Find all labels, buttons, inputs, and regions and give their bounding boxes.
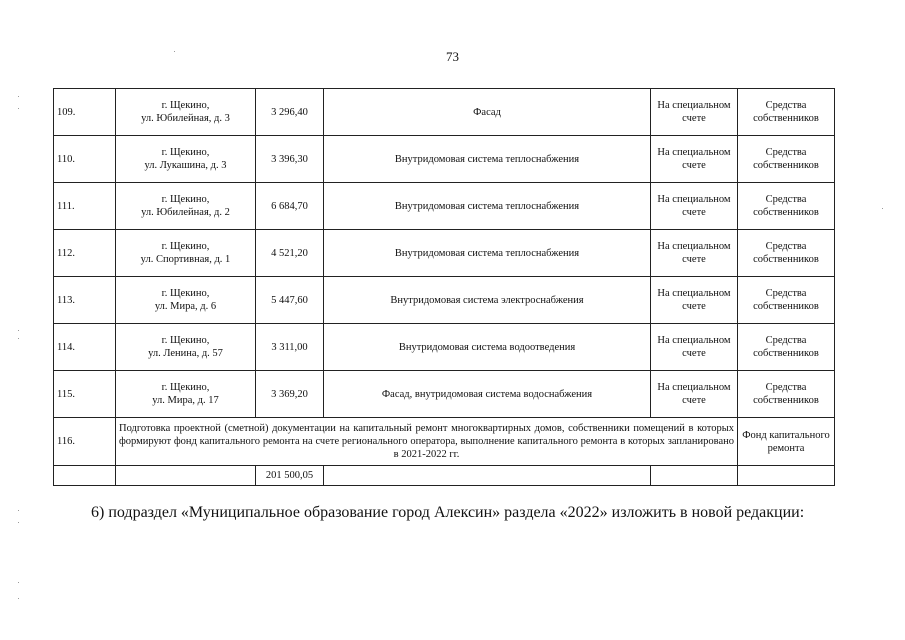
address-street: ул. Юбилейная, д. 2	[141, 207, 230, 218]
work-type: Внутридомовая система водоотведения	[324, 324, 651, 371]
scan-speck	[18, 510, 19, 511]
table-row	[54, 324, 835, 371]
account-type: На специальном счете	[651, 371, 738, 418]
scan-speck	[18, 338, 19, 339]
address-cell	[116, 89, 256, 136]
cost-value: 3 369,20	[256, 371, 324, 418]
work-type: Внутридомовая система электроснабжения	[324, 277, 651, 324]
address-cell	[116, 183, 256, 230]
address-city: г. Щекино,	[161, 147, 210, 158]
row-number: 112.	[54, 230, 116, 277]
cost-value: 3 311,00	[256, 324, 324, 371]
empty-cell	[738, 466, 835, 486]
work-type: Внутридомовая система теплоснабжения	[324, 230, 651, 277]
instruction-text: 6) подраздел «Муниципальное образование город Алексин» раздела «2022» изложить в новой редакции:	[91, 504, 805, 521]
funding-source: Средства собственников	[738, 183, 835, 230]
account-type: На специальном счете	[651, 277, 738, 324]
address-city: г. Щекино,	[161, 288, 210, 299]
work-type: Внутридомовая система теплоснабжения	[324, 136, 651, 183]
scan-speck	[18, 330, 19, 331]
row-number: 116.	[54, 418, 116, 466]
empty-cell	[54, 466, 116, 486]
scan-speck	[882, 208, 883, 209]
funding-source: Средства собственников	[738, 277, 835, 324]
address-cell	[116, 230, 256, 277]
work-description: Подготовка проектной (сметной) документации на капитальный ремонт многоквартирных домов, собственники помещений в которых формируют фонд капитального ремонта на счете регионального оператора, выполнение капитального ремонта в которых запланировано в 2021-2022 гг.	[116, 418, 738, 466]
funding-source: Средства собственников	[738, 371, 835, 418]
work-type: Фасад, внутридомовая система водоснабжения	[324, 371, 651, 418]
address-street: ул. Ленина, д. 57	[148, 348, 223, 359]
table-row	[54, 183, 835, 230]
page-number: 73	[446, 49, 459, 64]
address-cell	[116, 324, 256, 371]
address-city: г. Щекино,	[161, 194, 210, 205]
account-type: На специальном счете	[651, 324, 738, 371]
table-row	[54, 371, 835, 418]
funding-source: Средства собственников	[738, 324, 835, 371]
address-city: г. Щекино,	[161, 382, 210, 393]
row-number: 111.	[54, 183, 116, 230]
table-row-total	[54, 466, 835, 486]
row-number: 114.	[54, 324, 116, 371]
total-cost: 201 500,05	[256, 466, 324, 486]
funding-source: Средства собственников	[738, 89, 835, 136]
address-street: ул. Спортивная, д. 1	[140, 254, 231, 265]
cost-value: 3 296,40	[256, 89, 324, 136]
scan-speck	[18, 598, 19, 599]
table-body	[54, 89, 835, 486]
funding-source: Средства собственников	[738, 136, 835, 183]
empty-cell	[324, 466, 651, 486]
empty-cell	[116, 466, 256, 486]
account-type: На специальном счете	[651, 183, 738, 230]
address-street: ул. Мира, д. 6	[154, 301, 217, 312]
scan-speck	[18, 96, 19, 97]
address-street: ул. Мира, д. 17	[152, 395, 219, 406]
cost-value: 6 684,70	[256, 183, 324, 230]
table-row-wide	[54, 418, 835, 466]
address-street: ул. Юбилейная, д. 3	[141, 113, 230, 124]
work-type: Фасад	[324, 89, 651, 136]
table-row	[54, 89, 835, 136]
row-number: 110.	[54, 136, 116, 183]
account-type: На специальном счете	[651, 230, 738, 277]
table-row	[54, 230, 835, 277]
scan-speck	[18, 582, 19, 583]
address-city: г. Щекино,	[161, 100, 210, 111]
cost-value: 5 447,60	[256, 277, 324, 324]
cost-value: 4 521,20	[256, 230, 324, 277]
address-city: г. Щекино,	[161, 241, 210, 252]
account-type: На специальном счете	[651, 89, 738, 136]
funding-source: Средства собственников	[738, 230, 835, 277]
funding-source: Фонд капитального ремонта	[738, 418, 835, 466]
row-number: 109.	[54, 89, 116, 136]
empty-cell	[651, 466, 738, 486]
cost-value: 3 396,30	[256, 136, 324, 183]
address-cell	[116, 371, 256, 418]
scan-speck	[18, 522, 19, 523]
address-city: г. Щекино,	[161, 335, 210, 346]
row-number: 113.	[54, 277, 116, 324]
repair-program-table	[53, 88, 835, 486]
scan-speck	[174, 51, 175, 52]
row-number: 115.	[54, 371, 116, 418]
work-type: Внутридомовая система теплоснабжения	[324, 183, 651, 230]
table-row	[54, 277, 835, 324]
address-street: ул. Лукашина, д. 3	[144, 160, 227, 171]
scan-speck	[18, 108, 19, 109]
account-type: На специальном счете	[651, 136, 738, 183]
address-cell	[116, 136, 256, 183]
address-cell	[116, 277, 256, 324]
table-row	[54, 136, 835, 183]
